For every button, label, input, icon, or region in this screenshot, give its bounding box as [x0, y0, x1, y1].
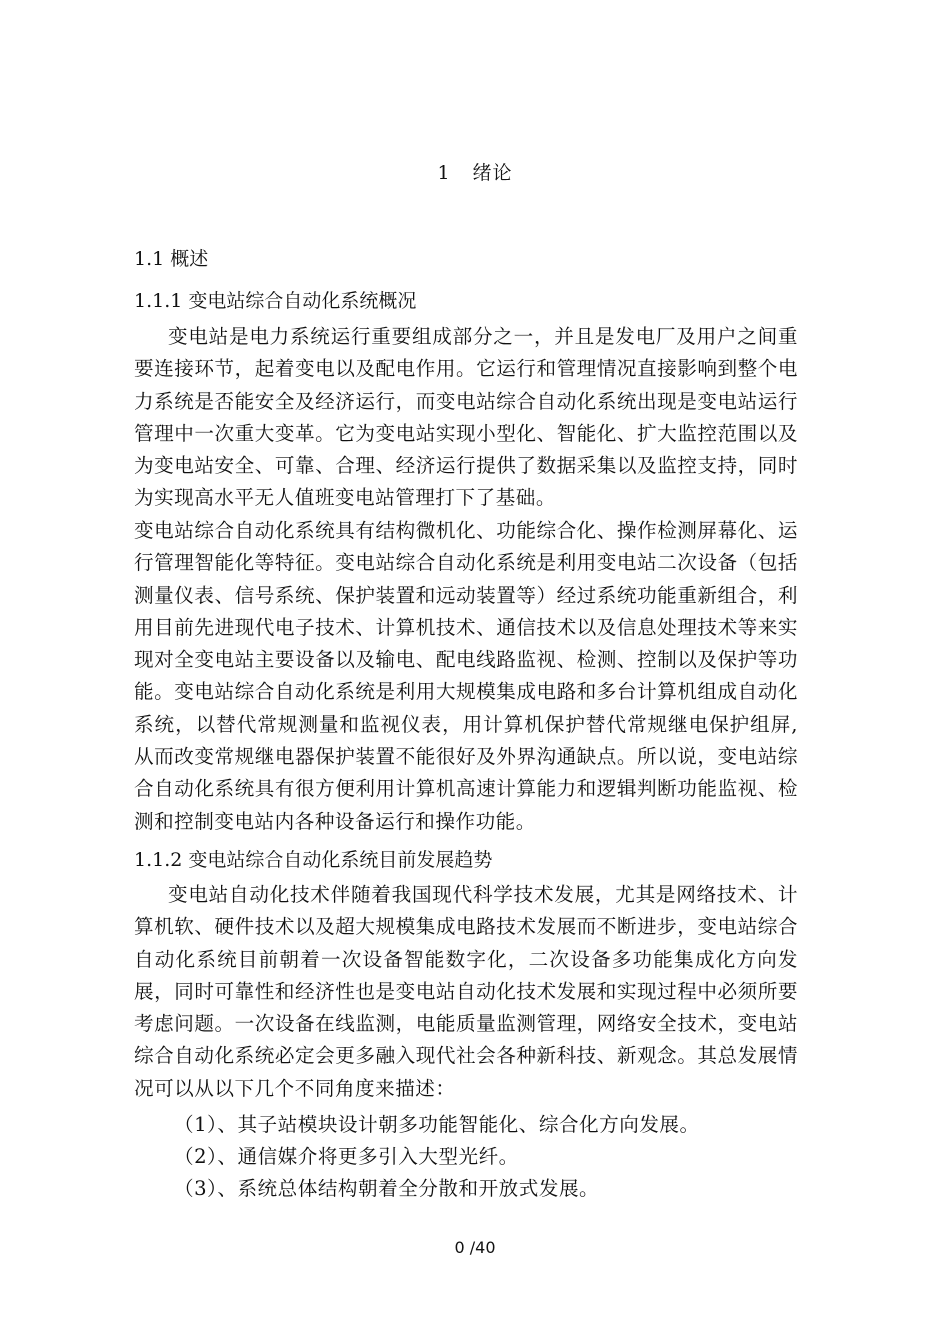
- chapter-title: [0, 158, 950, 185]
- section-heading-1-1-1: 1.1.1 变电站综合自动化系统概况: [134, 290, 417, 312]
- page-separator: /: [469, 1238, 476, 1257]
- section-heading-1-1-2: 1.1.2 变电站综合自动化系统目前发展趋势: [134, 849, 493, 871]
- list-item-1: （1）、其子站模块设计朝多功能智能化、综合化方向发展。: [174, 1113, 700, 1136]
- list-item-3: （3）、系统总体结构朝着全分散和开放式发展。: [174, 1177, 600, 1200]
- chapter-number: 1: [437, 162, 451, 184]
- page-total: 40: [475, 1238, 496, 1257]
- paragraph-3: 变电站自动化技术伴随着我国现代科学技术发展，尤其是网络技术、计算机软、硬件技术以及超大规模集成电路技术发展而不断进步，变电站综合自动化系统目前朝着一次设备智能数字化，二次设备多功能集成化方向发展，同时可靠性和经济性也是变电站自动化技术发展和实现过程中必须所要考虑问题。一次设备在线监测，电能质量监测管理，网络安全技术，变电站综合自动化系统必定会更多融入现代社会各种新科技、新观念。其总发展情况可以从以下几个不同角度来描述：: [134, 883, 798, 1100]
- chapter-name: 绪论: [472, 162, 513, 184]
- page-footer: [0, 1238, 950, 1257]
- list-item-2: （2）、通信媒介将更多引入大型光纤。: [174, 1145, 519, 1168]
- section-heading-1-1: 1.1 概述: [134, 248, 209, 270]
- paragraph-2: 变电站综合自动化系统具有结构微机化、功能综合化、操作检测屏幕化、运行管理智能化等特征。变电站综合自动化系统是利用变电站二次设备（包括测量仪表、信号系统、保护装置和远动装置等）经过系统功能重新组合，利用目前先进现代电子技术、计算机技术、通信技术以及信息处理技术等来实现对全变电站主要设备以及输电、配电线路监视、检测、控制以及保护等功能。变电站综合自动化系统是利用大规模集成电路和多台计算机组成自动化系统，以替代常规测量和监视仪表，用计算机保护替代常规继电保护组屏,从而改变常规继电器保护装置不能很好及外界沟通缺点。所以说，变电站综合自动化系统具有很方便利用计算机高速计算能力和逻辑判断功能监视、检测和控制变电站内各种设备运行和操作功能。: [134, 519, 798, 833]
- paragraph-1: 变电站是电力系统运行重要组成部分之一，并且是发电厂及用户之间重要连接环节，起着变电以及配电作用。它运行和管理情况直接影响到整个电力系统是否能安全及经济运行，而变电站综合自动化系统出现是变电站运行管理中一次重大变革。它为变电站实现小型化、智能化、扩大监控范围以及为变电站安全、可靠、合理、经济运行提供了数据采集以及监控支持，同时为实现高水平无人值班变电站管理打下了基础。: [134, 325, 798, 510]
- page-number: 0: [454, 1238, 465, 1257]
